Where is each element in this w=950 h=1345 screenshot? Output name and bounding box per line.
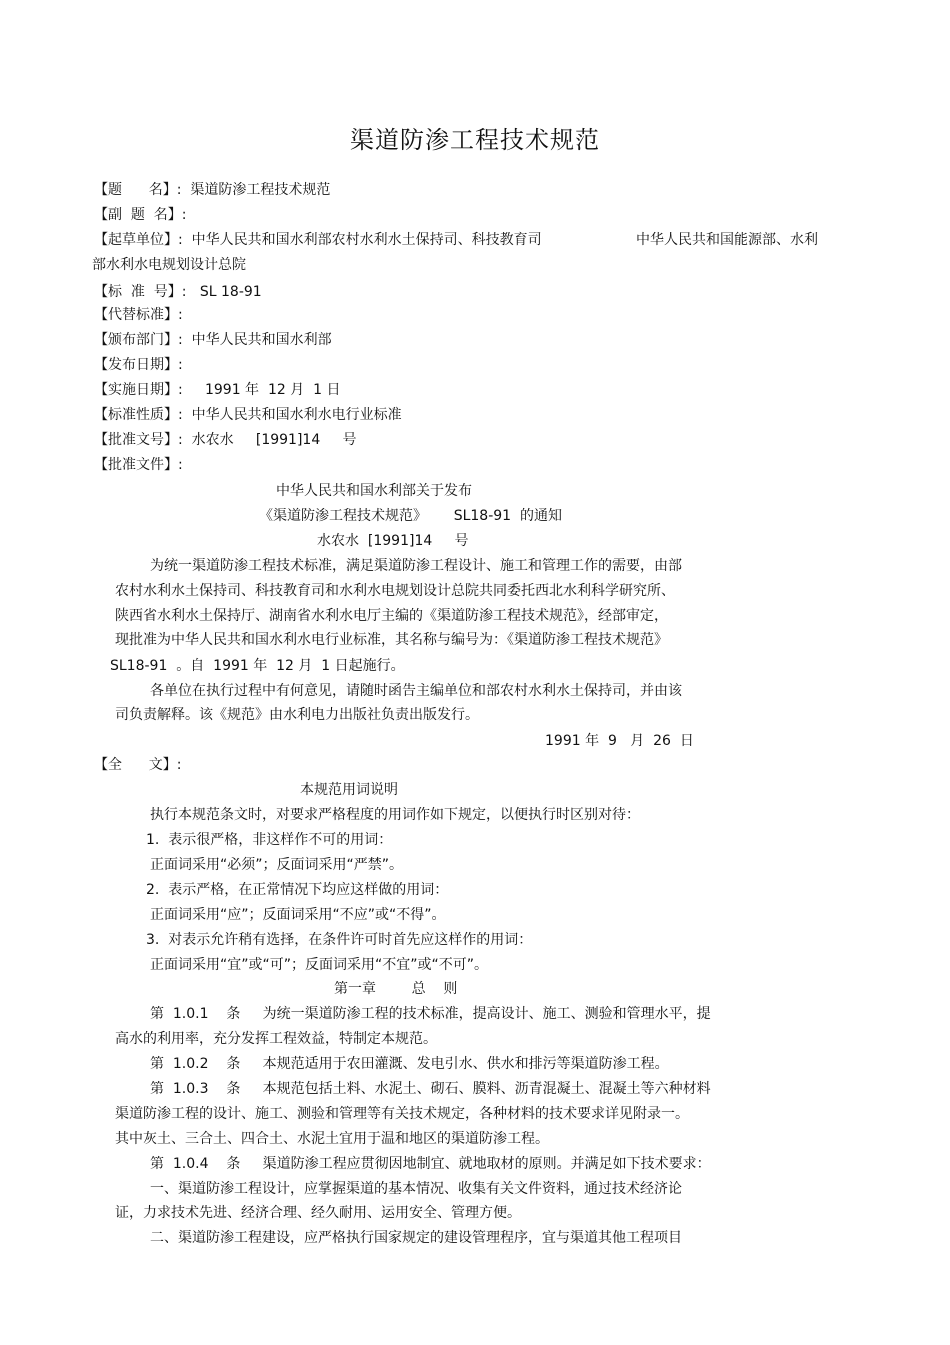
notice-heading-1: 中华人民共和国水利部关于发布: [276, 483, 472, 499]
notice-paragraph-1-line-5: SL18-91 。自 1991 年 12 月 1 日起施行。: [110, 658, 405, 674]
article-1-0-1: 第 1.0.1 条 为统一渠道防渗工程的技术标准，提高设计、施工、测验和管理水平，提: [150, 1006, 711, 1022]
meta-title: 【题 名】: 渠道防渗工程技术规范: [94, 182, 331, 198]
meta-replaced-standard: 【代替标准】:: [94, 307, 183, 323]
terms-item-2-words: 正面词采用“应”；反面词采用“不应”或“不得”。: [150, 907, 446, 923]
article-1-0-4: 第 1.0.4 条 渠道防渗工程应贯彻因地制宜、就地取材的原则。并满足如下技术要求：: [150, 1156, 711, 1172]
meta-effective-date: 【实施日期】: 1991 年 12 月 1 日: [94, 382, 341, 398]
notice-paragraph-2-line-2: 司负责解释。该《规范》由水利电力出版社负责出版发行。: [115, 707, 479, 723]
meta-drafting-unit: 【起草单位】: 中华人民共和国水利部农村水利水土保持司、科技教育司: [94, 232, 542, 248]
fulltext-label: 【全 文】:: [94, 757, 182, 773]
document-title: 渠道防渗工程技术规范: [350, 126, 600, 154]
article-1-0-1-line-2: 高水的利用率，充分发挥工程效益，特制定本规范。: [115, 1031, 437, 1047]
notice-paragraph-2: 各单位在执行过程中有何意见，请随时函告主编单位和部农村水利水土保持司，并由该: [150, 683, 682, 699]
article-1-0-3-line-2: 渠道防渗工程的设计、施工、测验和管理等有关技术规定，各种材料的技术要求详见附录一。: [115, 1106, 689, 1122]
meta-subtitle: 【副 题 名】:: [94, 207, 187, 223]
notice-heading-3: 水农水 [1991]14 号: [317, 533, 469, 549]
terms-heading: 本规范用词说明: [300, 782, 398, 798]
meta-drafting-unit-cont: 中华人民共和国能源部、水利: [636, 232, 818, 248]
terms-intro: 执行本规范条文时，对要求严格程度的用词作如下规定，以便执行时区别对待：: [150, 807, 640, 823]
meta-issuing-department: 【颁布部门】: 中华人民共和国水利部: [94, 332, 332, 348]
article-1-0-3-line-3: 其中灰土、三合土、四合土、水泥土宜用于温和地区的渠道防渗工程。: [115, 1131, 549, 1147]
article-1-0-3: 第 1.0.3 条 本规范包括土料、水泥土、砌石、膜料、沥青混凝土、混凝土等六种材料: [150, 1081, 711, 1097]
article-1-0-4-item-2: 二、渠道防渗工程建设，应严格执行国家规定的建设管理程序，宜与渠道其他工程项目: [150, 1230, 682, 1246]
terms-item-3-words: 正面词采用“宜”或“可”；反面词采用“不宜”或“不可”。: [150, 957, 489, 973]
notice-heading-2: 《渠道防渗工程技术规范》 SL18-91 的通知: [259, 508, 562, 524]
terms-item-1: 1. 表示很严格，非这样作不可的用词：: [146, 832, 393, 848]
meta-approval-document: 【批准文件】:: [94, 457, 183, 473]
article-1-0-2: 第 1.0.2 条 本规范适用于农田灌溉、发电引水、供水和排污等渠道防渗工程。: [150, 1056, 669, 1072]
meta-standard-number: 【标 准 号】: SL 18-91: [94, 284, 262, 300]
meta-publish-date: 【发布日期】:: [94, 357, 183, 373]
notice-paragraph-1-line-4: 现批准为中华人民共和国水利水电行业标准，其名称与编号为：《渠道防渗工程技术规范》: [115, 632, 668, 648]
chapter-heading: 第一章 总 则: [334, 981, 458, 997]
meta-approval-number: 【批准文号】: 水农水 [1991]14 号: [94, 432, 357, 448]
notice-date: 1991 年 9 月 26 日: [545, 733, 694, 749]
meta-drafting-unit-line2: 部水利水电规划设计总院: [92, 257, 246, 273]
terms-item-1-words: 正面词采用“必须”；反面词采用“严禁”。: [150, 857, 404, 873]
notice-paragraph-1-line-3: 陕西省水利水土保持厅、湖南省水利水电厅主编的《渠道防渗工程技术规范》，经部审定，: [115, 608, 668, 624]
article-1-0-4-item-1: 一、渠道防渗工程设计，应掌握渠道的基本情况、收集有关文件资料，通过技术经济论: [150, 1181, 682, 1197]
terms-item-3: 3. 对表示允许稍有选择，在条件许可时首先应这样作的用词：: [146, 932, 533, 948]
article-1-0-4-item-1-line-2: 证，力求技术先进、经济合理、经久耐用、运用安全、管理方便。: [115, 1205, 521, 1221]
terms-item-2: 2. 表示严格，在正常情况下均应这样做的用词：: [146, 882, 449, 898]
meta-standard-nature: 【标准性质】: 中华人民共和国水利水电行业标准: [94, 407, 402, 423]
notice-paragraph-1: 为统一渠道防渗工程技术标准，满足渠道防渗工程设计、施工和管理工作的需要，由部: [150, 558, 682, 574]
notice-paragraph-1-line-2: 农村水利水土保持司、科技教育司和水利水电规划设计总院共同委托西北水利科学研究所、: [115, 583, 675, 599]
